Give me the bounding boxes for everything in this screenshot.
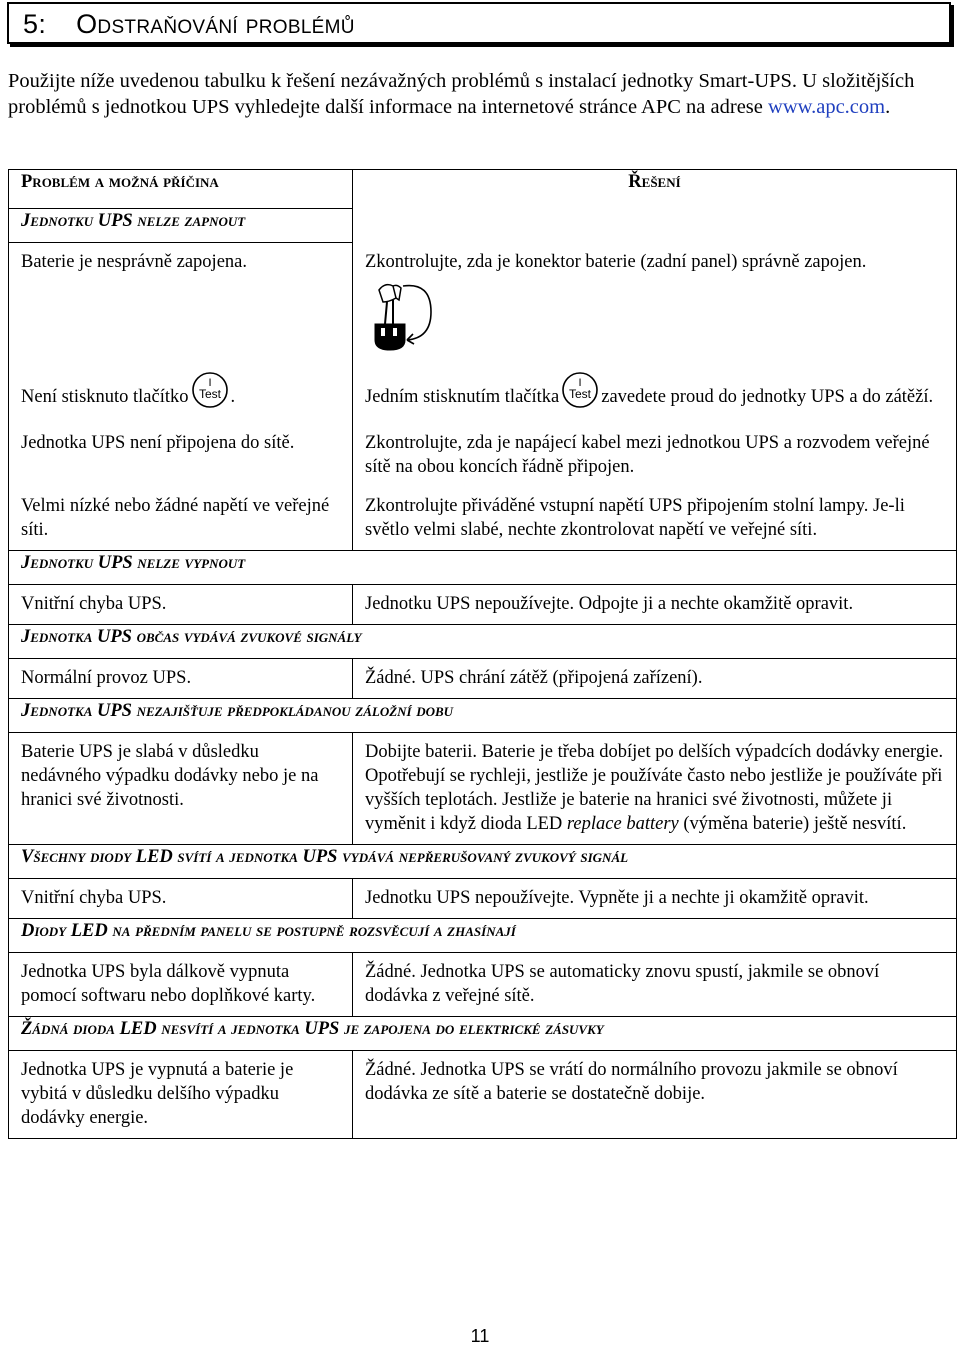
table-row	[9, 658, 957, 698]
solution-cell: Žádné. Jednotka UPS se vrátí do normálního provozu jakmile se obnoví dodávka ze sítě a baterie se dostatečně dobije.	[353, 1050, 957, 1138]
col-header-solution: Řešení	[353, 170, 957, 243]
problem-text: Není stisknuto tlačítko	[21, 386, 189, 407]
test-button-mark: I	[207, 376, 212, 389]
section-number: 5:	[23, 9, 47, 39]
table-row	[9, 878, 957, 918]
section-heading: Jednotka UPS nezajišťuje předpokládanou záložní dobu	[9, 698, 957, 732]
table-row	[9, 1050, 957, 1138]
problem-cell: Jednotka UPS je vypnutá a baterie je vybitá v důsledku delšího výpadku dodávky energie.	[9, 1050, 353, 1138]
section-heading: Diody LED na předním panelu se postupně rozsvěcují a zhasínají	[9, 918, 957, 952]
solution-cell: Jednotku UPS nepoužívejte. Vypněte ji a nechte ji okamžitě opravit.	[353, 878, 957, 918]
problem-cell: Normální provoz UPS.	[9, 658, 353, 698]
solution-cell: Zkontrolujte přiváděné vstupní napětí UPS připojením stolní lampy. Je-li světlo velmi slabé, nechte zkontrolovat napětí ve veřejné síti.	[353, 487, 957, 551]
section-heading: Jednotka UPS občas vydává zvukové signály	[9, 624, 957, 658]
test-button-label: Test	[198, 386, 221, 401]
problem-cell: Vnitřní chyba UPS.	[9, 878, 353, 918]
apc-link[interactable]: www.apc.com	[768, 96, 886, 118]
test-button-icon	[561, 371, 599, 416]
problem-cell: Velmi nízké nebo žádné napětí ve veřejné síti.	[9, 487, 353, 551]
solution-text: Zkontrolujte, zda je konektor baterie (zadní panel) správně zapojen.	[365, 251, 867, 272]
test-button-mark: I	[578, 376, 582, 389]
solution-cell: Žádné. UPS chrání zátěž (připojená zařízení).	[353, 658, 957, 698]
table-row	[9, 243, 957, 372]
solution-cell: Zkontrolujte, zda je napájecí kabel mezi jednotkou UPS a rozvodem veřejné sítě na obou koncích řádně připojen.	[353, 424, 957, 487]
section-heading: Jednotku UPS nelze zapnout	[9, 209, 353, 243]
table-row	[9, 487, 957, 551]
section-heading: Všechny diody LED svítí a jednotka UPS vydává nepřerušovaný zvukový signál	[9, 844, 957, 878]
section-header-row	[9, 1016, 957, 1050]
problem-cell: Jednotka UPS není připojena do sítě.	[9, 424, 353, 487]
solution-cell	[353, 732, 957, 844]
section-header-row	[9, 844, 957, 878]
problem-cell	[9, 372, 353, 424]
table-row	[9, 732, 957, 844]
intro-text: Použijte níže uvedenou tabulku k řešení nezávažných problémů s instalací jednotky Smart-UPS. U složitějších problémů s jednotkou UPS vyhledejte další informace na internetové stránce APC na adrese	[8, 70, 915, 118]
solution-cell	[353, 372, 957, 424]
intro-paragraph	[8, 68, 943, 120]
solution-text-end: zavedete proud do jednotky UPS a do zátěží.	[601, 386, 934, 407]
page-number: 11	[470, 1326, 490, 1346]
table-header-row	[9, 170, 957, 209]
troubleshooting-table	[8, 169, 957, 1139]
problem-text-end: .	[230, 386, 236, 407]
solution-text: Dobijte baterii. Baterie je třeba dobíjet po delších výpadcích dodávky energie. Opotřebují se rychleji, jestliže je používáte často nebo jestliže je používáte při vyšších teplotách. Jestliže je baterie na hranici své životnosti, můžete ji vyměnit i když dioda LED	[365, 741, 944, 834]
solution-cell: Žádné. Jednotka UPS se automaticky znovu spustí, jakmile se obnoví dodávka z veřejné sítě.	[353, 952, 957, 1016]
problem-cell: Baterie UPS je slabá v důsledku nedávného výpadku dodávky nebo je na hranici své životnosti.	[9, 732, 353, 844]
table-row	[9, 952, 957, 1016]
solution-cell	[353, 243, 957, 372]
section-heading: Jednotku UPS nelze vypnout	[9, 550, 957, 584]
section-title: Odstraňování problémů	[76, 9, 355, 39]
intro-tail: .	[885, 96, 891, 118]
section-heading: Žádná dioda LED nesvítí a jednotka UPS je zapojena do elektrické zásuvky	[9, 1016, 957, 1050]
table-row	[9, 372, 957, 424]
test-button-label: Test	[569, 386, 592, 401]
section-header-row	[9, 550, 957, 584]
led-name-italic: replace battery	[566, 813, 679, 834]
problem-cell: Baterie je nesprávně zapojena.	[9, 243, 353, 372]
section-header-row	[9, 918, 957, 952]
section-header-row	[9, 698, 957, 732]
table-row	[9, 424, 957, 487]
section-header-row	[9, 624, 957, 658]
test-button-icon	[191, 371, 229, 416]
table-row	[9, 584, 957, 624]
solution-text: Jedním stisknutím tlačítka	[365, 386, 560, 407]
section-title-box	[7, 2, 951, 44]
problem-cell: Vnitřní chyba UPS.	[9, 584, 353, 624]
col-header-problem: Problém a možná příčina	[9, 170, 353, 209]
solution-cell: Jednotku UPS nepoužívejte. Odpojte ji a nechte okamžitě opravit.	[353, 584, 957, 624]
battery-connector-illustration	[365, 278, 439, 364]
problem-cell: Jednotka UPS byla dálkově vypnuta pomocí softwaru nebo doplňkové karty.	[9, 952, 353, 1016]
solution-text-end: (výměna baterie) ještě nesvítí.	[678, 813, 907, 834]
